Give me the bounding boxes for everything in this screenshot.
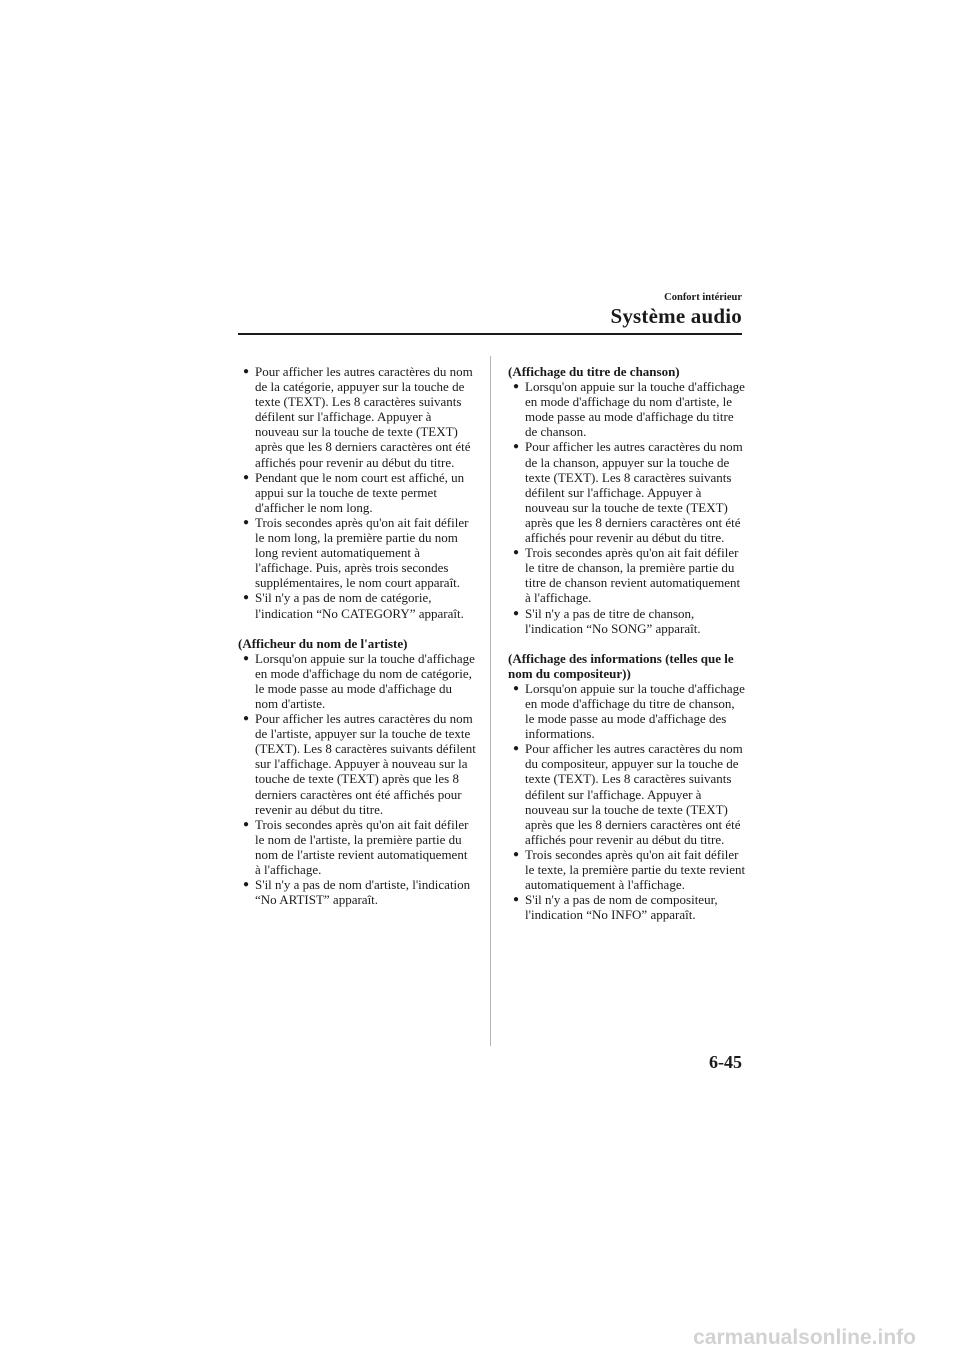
- list-item-text: Pendant que le nom court est affiché, un appui sur la touche de texte permet d'afficher le nom long.: [255, 469, 465, 515]
- bullet-icon: ●: [513, 441, 520, 453]
- song-bullet-list: [508, 379, 746, 636]
- list-item: [508, 439, 746, 545]
- list-item-text: Pour afficher les autres caractères du nom du compositeur, appuyer sur la touche de texte (TEXT). Les 8 caractères suivants défilent sur l'affichage. Appuyer à nouveau sur la touche de texte (TEXT) après que les 8 derniers caractères ont été affichés pour revenir au début du titre.: [525, 741, 743, 847]
- column-divider: [490, 356, 491, 1046]
- list-item: [508, 379, 746, 439]
- list-item: [238, 877, 476, 907]
- list-item: [508, 606, 746, 636]
- list-item-text: Pour afficher les autres caractères du nom de l'artiste, appuyer sur la touche de texte (TEXT). Les 8 caractères suivants défilent sur l'affichage. Appuyer à nouveau sur la touche de texte (TEXT) après que les 8 derniers caractères ont été affichés pour revenir au début du titre.: [255, 711, 476, 817]
- section-label: Confort intérieur: [664, 292, 742, 303]
- list-item-text: Lorsqu'on appuie sur la touche d'affichage en mode d'affichage du nom de catégorie, le mode passe au mode d'affichage du nom d'artiste.: [255, 650, 475, 711]
- page-number: 6-45: [709, 1052, 742, 1072]
- bullet-icon: ●: [513, 607, 520, 619]
- list-item-text: S'il n'y a pas de titre de chanson, l'indication “No SONG” apparaît.: [525, 605, 701, 636]
- list-item: [508, 681, 746, 741]
- bullet-icon: ●: [243, 713, 250, 725]
- bullet-icon: ●: [243, 366, 250, 377]
- bullet-icon: ●: [243, 592, 250, 604]
- header-rule: [238, 333, 742, 335]
- list-item: [238, 515, 476, 590]
- info-section-heading: (Affichage des informations (telles que le nom du compositeur)): [508, 650, 734, 681]
- bullet-icon: ●: [243, 471, 250, 483]
- list-item: [238, 364, 476, 470]
- list-item-text: S'il n'y a pas de nom de compositeur, l'indication “No INFO” apparaît.: [525, 892, 718, 923]
- list-item-text: Trois secondes après qu'on ait fait défiler le nom long, la première partie du nom long revient automatiquement à l'affichage. Puis, après trois secondes supplémentaires, le nom court apparaît.: [255, 514, 469, 591]
- list-item: [508, 545, 746, 605]
- page-title: Système audio: [610, 304, 742, 328]
- list-item: [508, 741, 746, 847]
- bullet-icon: ●: [513, 682, 520, 694]
- list-item-text: S'il n'y a pas de nom de catégorie, l'indication “No CATEGORY” apparaît.: [255, 590, 464, 621]
- list-item: [508, 847, 746, 892]
- list-item: [238, 817, 476, 877]
- song-section-heading: (Affichage du titre de chanson): [508, 364, 680, 379]
- bullet-icon: ●: [513, 743, 520, 755]
- list-item: [238, 470, 476, 515]
- bullet-icon: ●: [513, 848, 520, 860]
- list-item: [508, 892, 746, 922]
- intro-bullet-list: [238, 364, 476, 621]
- list-item: [238, 711, 476, 817]
- artist-bullet-list: [238, 651, 476, 908]
- bullet-icon: ●: [513, 547, 520, 559]
- bullet-icon: ●: [243, 652, 250, 664]
- spacer: [238, 621, 476, 636]
- watermark: carmanualsonline.info: [693, 1326, 916, 1349]
- list-item: [238, 651, 476, 711]
- list-item-text: S'il n'y a pas de nom d'artiste, l'indication “No ARTIST” apparaît.: [255, 877, 471, 908]
- list-item-text: Lorsqu'on appuie sur la touche d'affichage en mode d'affichage du nom d'artiste, le mode passe au mode d'affichage du titre de chanson.: [525, 379, 745, 440]
- bullet-icon: ●: [513, 894, 520, 906]
- bullet-icon: ●: [243, 879, 250, 891]
- list-item-text: Trois secondes après qu'on ait fait défiler le nom de l'artiste, la première partie du nom de l'artiste revient automatiquement à l'affichage.: [255, 816, 469, 877]
- artist-section-heading: (Afficheur du nom de l'artiste): [238, 635, 408, 651]
- list-item-text: Trois secondes après qu'on ait fait défiler le texte, la première partie du texte revient automatiquement à l'affichage.: [525, 846, 746, 893]
- bullet-icon: ●: [513, 381, 520, 393]
- left-column: [238, 364, 476, 907]
- list-item: [238, 590, 476, 620]
- right-column: [508, 364, 746, 922]
- bullet-icon: ●: [243, 516, 250, 528]
- list-item-text: Pour afficher les autres caractères du nom de la chanson, appuyer sur la touche de texte (TEXT). Les 8 caractères suivants défilent sur l'affichage. Appuyer à nouveau sur la touche de texte (TEXT) après que les 8 derniers caractères ont été affichés pour revenir au début du titre.: [525, 439, 743, 546]
- bullet-icon: ●: [243, 818, 250, 830]
- list-item-text: Lorsqu'on appuie sur la touche d'affichage en mode d'affichage du titre de chanson, le mode passe au mode d'affichage des informations.: [525, 680, 745, 742]
- list-item-text: Trois secondes après qu'on ait fait défiler le titre de chanson, la première partie du titre de chanson revient automatiquement à l'affichage.: [525, 545, 741, 606]
- spacer: [508, 636, 746, 651]
- info-bullet-list: [508, 681, 746, 923]
- list-item-text: Pour afficher les autres caractères du nom de la catégorie, appuyer sur la touche de texte (TEXT). Les 8 caractères suivants défilent sur l'affichage. Appuyer à nouveau sur la touche de texte (TEXT) après que les 8 derniers caractères ont été affichés pour revenir au début du titre.: [255, 364, 473, 470]
